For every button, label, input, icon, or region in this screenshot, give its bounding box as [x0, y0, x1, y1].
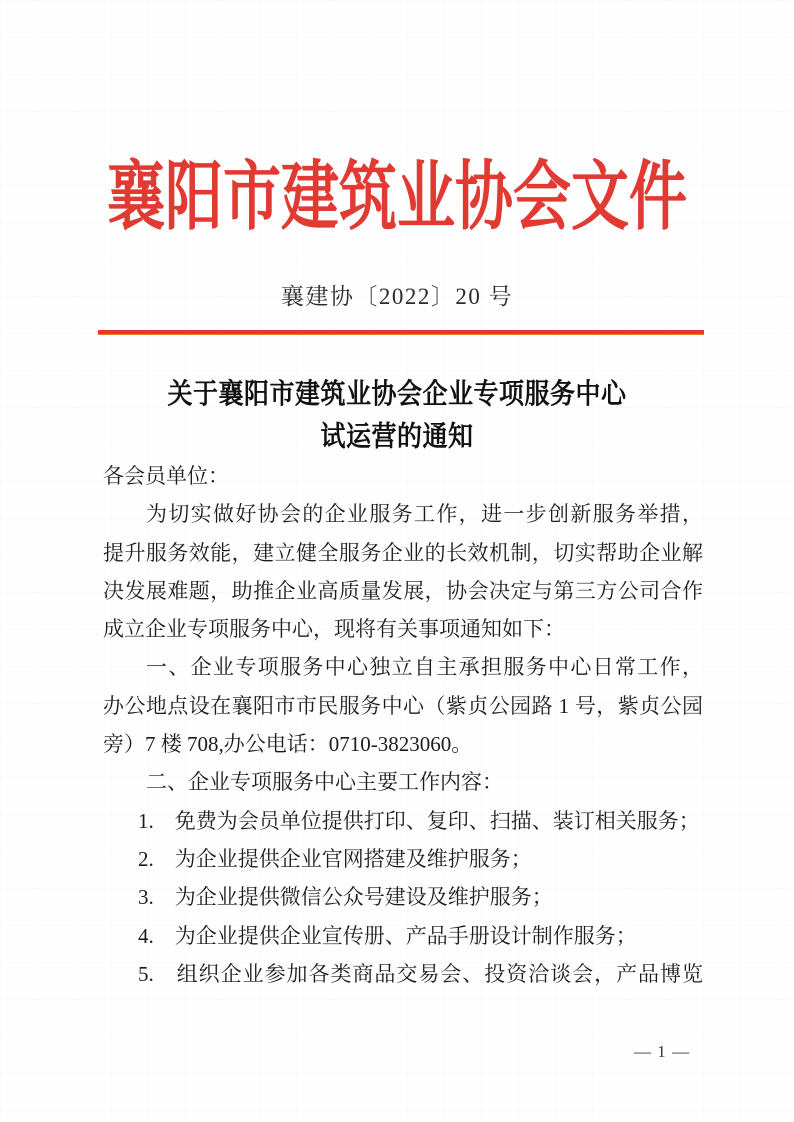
- body-line-item-4: 4. 为企业提供企业宣传册、产品手册设计制作服务；: [138, 923, 637, 948]
- body-line: 提升服务效能，建立健全服务企业的长效机制，切实帮助企业解: [103, 540, 703, 565]
- body-line-item-3: 3. 为企业提供微信公众号建设及维护服务；: [138, 885, 553, 910]
- document-number: 襄建协〔2022〕20 号: [280, 284, 514, 309]
- body-line: 办公地点设在襄阳市市民服务中心（紫贞公园路 1 号，紫贞公园: [103, 693, 703, 718]
- notice-title-line-2: 试运营的通知: [320, 422, 474, 453]
- body-line: 为切实做好协会的企业服务工作，进一步创新服务举措，: [146, 502, 703, 527]
- body-line-salutation: 各会员单位：: [103, 464, 229, 488]
- notice-title-line-1: 关于襄阳市建筑业协会企业专项服务中心: [167, 379, 627, 410]
- notice-title: [0, 374, 794, 459]
- body-line: 决发展难题，助推企业高质量发展，协会决定与第三方公司合作: [103, 578, 703, 603]
- body-line-item-5: 5. 组织企业参加各类商品交易会、投资洽谈会，产品博览: [138, 961, 703, 986]
- body-line-section-2: 二、企业专项服务中心主要工作内容：: [146, 770, 503, 795]
- red-divider-line: [98, 330, 704, 335]
- body-line: 成立企业专项服务中心，现将有关事项通知如下：: [103, 617, 565, 642]
- body-line-section-1: 一、企业专项服务中心独立自主承担服务中心日常工作，: [146, 655, 703, 680]
- notice-body: [103, 457, 703, 993]
- page-number: — 1 —: [634, 1042, 690, 1061]
- letterhead-title: 襄阳市建筑业协会文件: [106, 155, 687, 240]
- body-line-item-2: 2. 为企业提供企业官网搭建及维护服务；: [138, 846, 532, 871]
- body-line-item-1: 1. 免费为会员单位提供打印、复印、扫描、装订相关服务；: [138, 808, 700, 833]
- body-line: 旁）7 楼 708,办公电话：0710-3823060。: [103, 732, 473, 757]
